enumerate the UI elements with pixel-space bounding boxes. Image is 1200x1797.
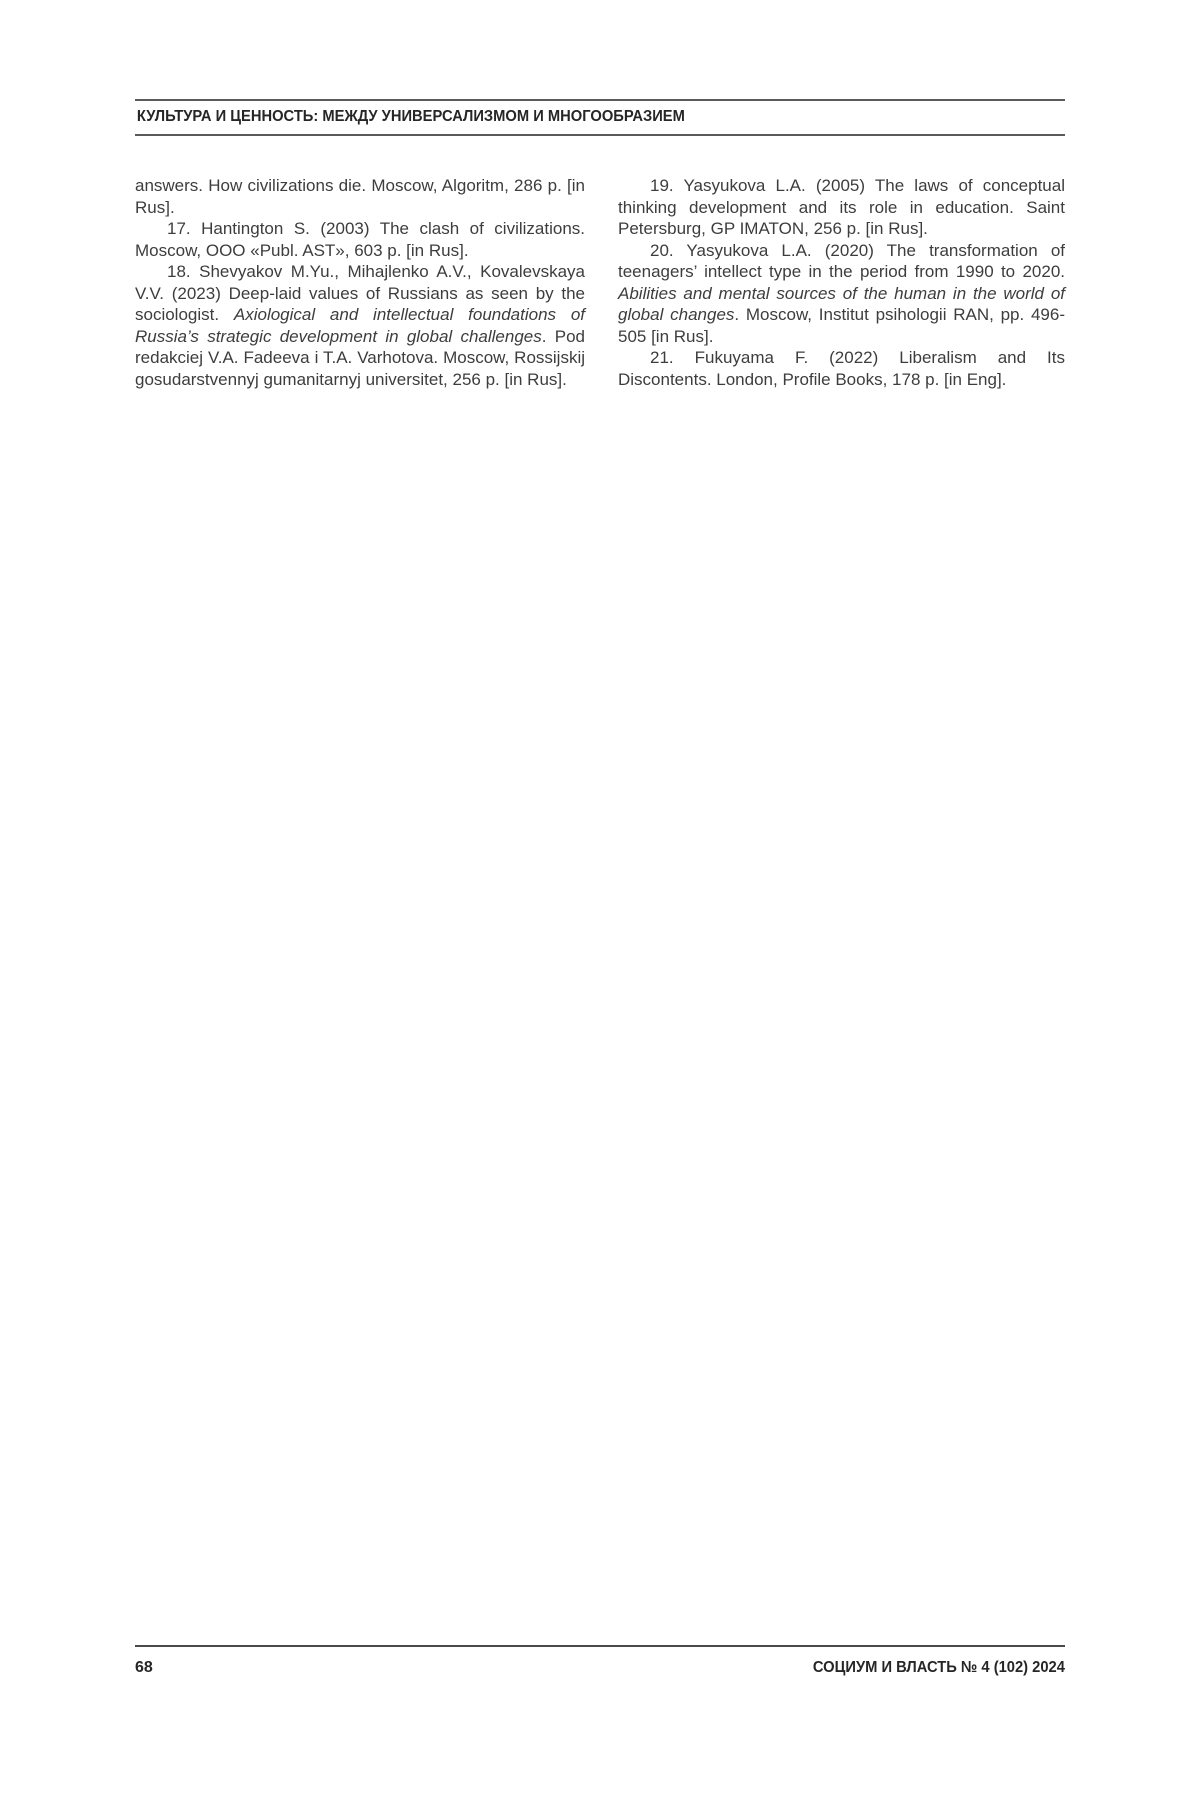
reference-title-italic: Abilities and mental sources of the human in the world of global changes <box>618 283 1065 324</box>
running-head <box>135 99 1065 136</box>
reference-text: 17. Hantington S. (2003) The clash of civilizations. Moscow, OOO «Publ. AST», 603 p. [in Rus]. <box>135 219 585 260</box>
reference-item <box>618 175 1065 240</box>
reference-item <box>135 175 585 218</box>
journal-title: СОЦИУМ И ВЛАСТЬ № 4 (102) 2024 <box>813 1659 1065 1676</box>
reference-text: answers. How civilizations die. Moscow, Algoritm, 286 p. [in Rus]. <box>135 176 585 217</box>
reference-text: . Pod redakciej V.A. Fadeeva i T.A. Varhotova. Moscow, Rossijskij gosudarstvennyj gumanitarnyj universitet, 256 p. [in Rus]. <box>135 326 585 389</box>
footer-row <box>135 1647 1065 1677</box>
reference-item <box>135 261 585 390</box>
reference-text: . Moscow, Institut psihologii RAN, pp. 496-505 [in Rus]. <box>618 305 1065 346</box>
references-column-left <box>135 175 585 390</box>
page-number: 68 <box>135 1659 153 1676</box>
reference-text: 18. Shevyakov M.Yu., Mihajlenko A.V., Kovalevskaya V.V. (2023) Deep-laid values of Russians as seen by the sociologist. <box>135 262 585 324</box>
reference-item <box>618 347 1065 390</box>
reference-text: 19. Yasyukova L.A. (2005) The laws of conceptual thinking development and its role in education. Saint Petersburg, GP IMATON, 256 p. [in Rus]. <box>618 176 1065 238</box>
reference-item <box>135 218 585 261</box>
reference-text: 20. Yasyukova L.A. (2020) The transformation of teenagers’ intellect type in the period from 1990 to 2020. <box>618 240 1065 281</box>
references-section <box>135 175 1065 390</box>
running-head-title: КУЛЬТУРА И ЦЕННОСТЬ: МЕЖДУ УНИВЕРСАЛИЗМОМ И МНОГООБРАЗИЕМ <box>136 108 685 125</box>
page-footer <box>135 1645 1065 1677</box>
reference-text: 21. Fukuyama F. (2022) Liberalism and Its Discontents. London, Profile Books, 178 p. [in Eng]. <box>618 348 1065 389</box>
references-column-right <box>618 175 1065 390</box>
reference-item <box>618 240 1065 348</box>
reference-title-italic: Axiological and intellectual foundations of Russia’s strategic development in global challenges <box>135 305 585 346</box>
